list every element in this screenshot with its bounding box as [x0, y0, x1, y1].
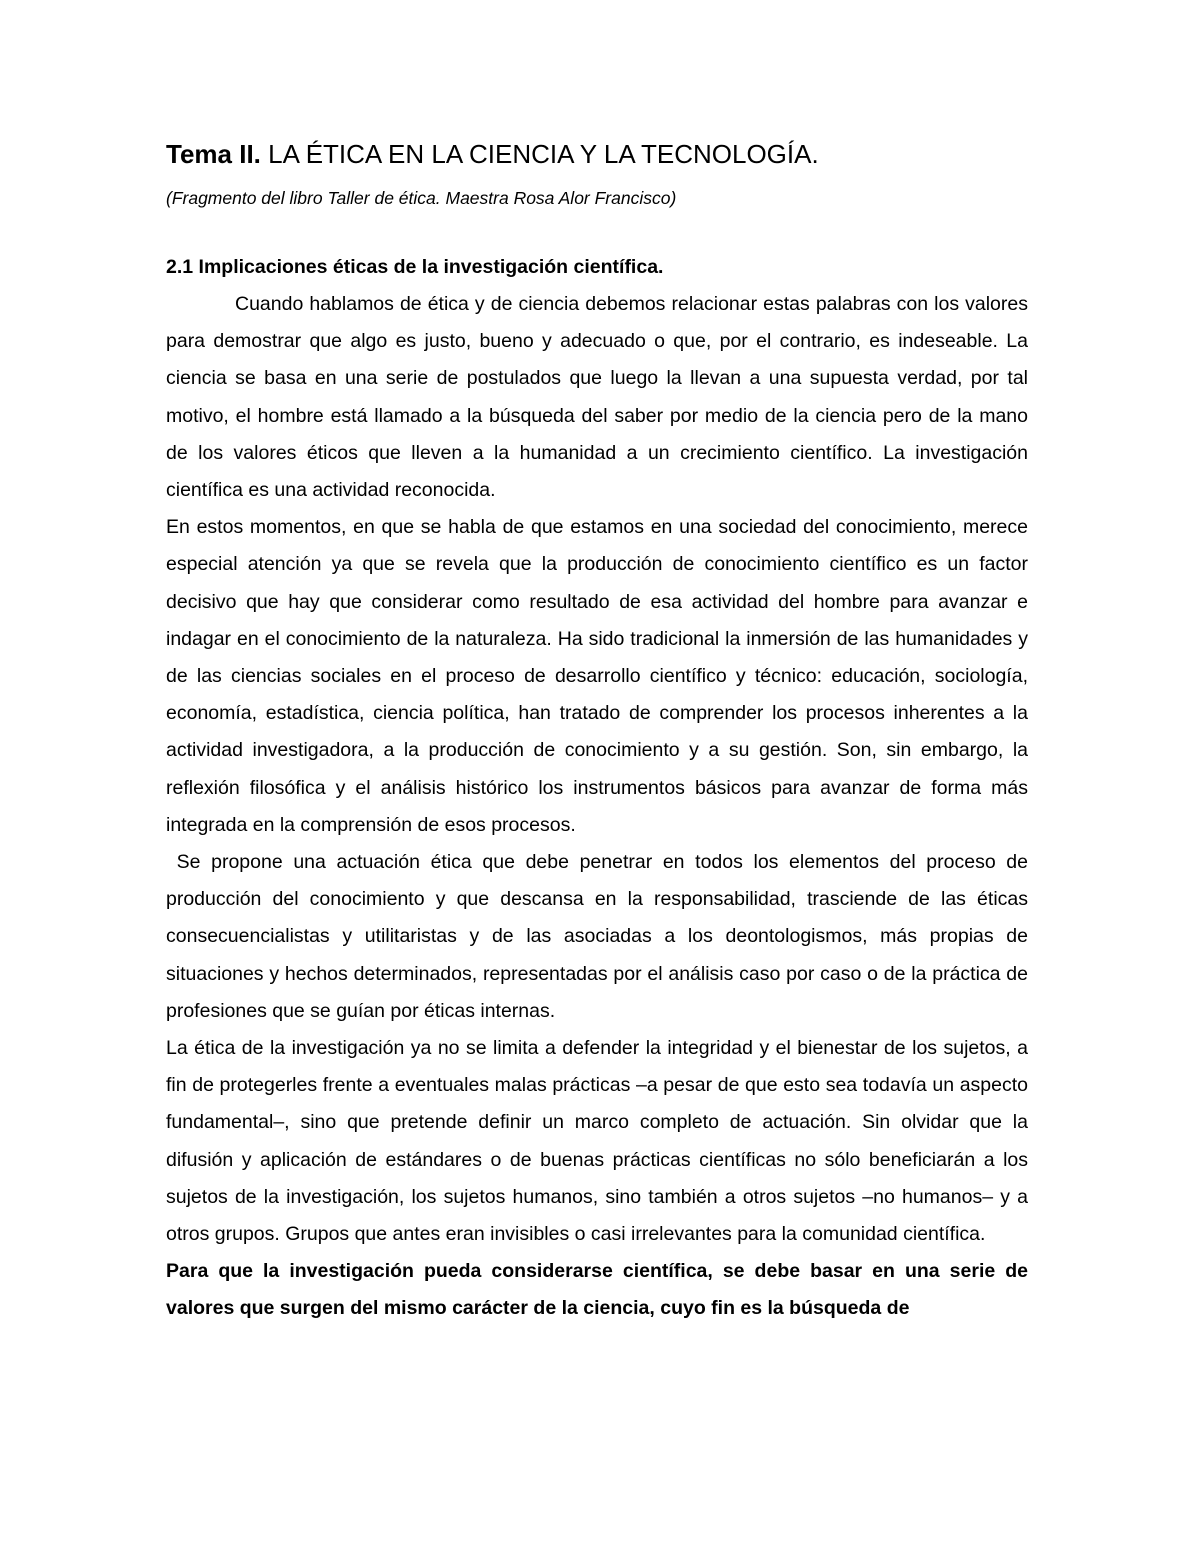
title-prefix: Tema II. — [166, 139, 261, 169]
document-body — [166, 286, 1034, 1328]
document-subtitle: (Fragmento del libro Taller de ética. Maestra Rosa Alor Francisco) — [166, 188, 677, 208]
title-main: LA ÉTICA EN LA CIENCIA Y LA TECNOLOGÍA. — [260, 139, 819, 169]
paragraph-5: Para que la investigación pueda considerarse científica, se debe basar en una serie de valores que surgen del mismo carácter de la ciencia, cuyo fin es la búsqueda de — [166, 1260, 1028, 1320]
paragraph-2: En estos momentos, en que se habla de que estamos en una sociedad del conocimiento, merece especial atención ya que se revela que la producción de conocimiento científico es un factor decisivo que hay que considerar como resultado de esa actividad del hombre para avanzar e indagar en el conocimiento de la naturaleza. Ha sido tradicional la inmersión de las humanidades y de las ciencias sociales en el proceso de desarrollo científico y técnico: educación, sociología, economía, estadística, ciencia política, han tratado de comprender los procesos inherentes a la actividad investigadora, a la producción de conocimiento y a su gestión. Son, sin embargo, la reflexión filosófica y el análisis histórico los instrumentos básicos para avanzar de forma más integrada en la comprensión de esos procesos. — [166, 516, 1028, 836]
section-heading: 2.1 Implicaciones éticas de la investigación científica. — [166, 256, 664, 278]
document-page — [166, 136, 1034, 1328]
paragraph-3: Se propone una actuación ética que debe penetrar en todos los elementos del proceso de producción del conocimiento y que descansa en la responsabilidad, trasciende de las éticas consecuencialistas y utilitaristas y de las asociadas a los deontologismos, más propias de situaciones y hechos determinados, representadas por el análisis caso por caso o de la práctica de profesiones que se guían por éticas internas. — [166, 851, 1034, 1022]
document-title — [166, 136, 1028, 172]
paragraph-4: La ética de la investigación ya no se limita a defender la integridad y el bienestar de los sujetos, a fin de protegerles frente a eventuales malas prácticas –a pesar de que esto sea todavía un aspecto fundamental–, sino que pretende definir un marco completo de actuación. Sin olvidar que la difusión y aplicación de estándares o de buenas prácticas científicas no sólo beneficiarán a los sujetos de la investigación, los sujetos humanos, sino también a otros sujetos –no humanos– y a otros grupos. Grupos que antes eran invisibles o casi irrelevantes para la comunidad científica. — [166, 1037, 1028, 1246]
paragraph-1: Cuando hablamos de ética y de ciencia debemos relacionar estas palabras con los valores para demostrar que algo es justo, bueno y adecuado o que, por el contrario, es indeseable. La ciencia se basa en una serie de postulados que luego la llevan a una supuesta verdad, por tal motivo, el hombre está llamado a la búsqueda del saber por medio de la ciencia pero de la mano de los valores éticos que lleven a la humanidad a un crecimiento científico. La investigación científica es una actividad reconocida. — [166, 293, 1028, 502]
